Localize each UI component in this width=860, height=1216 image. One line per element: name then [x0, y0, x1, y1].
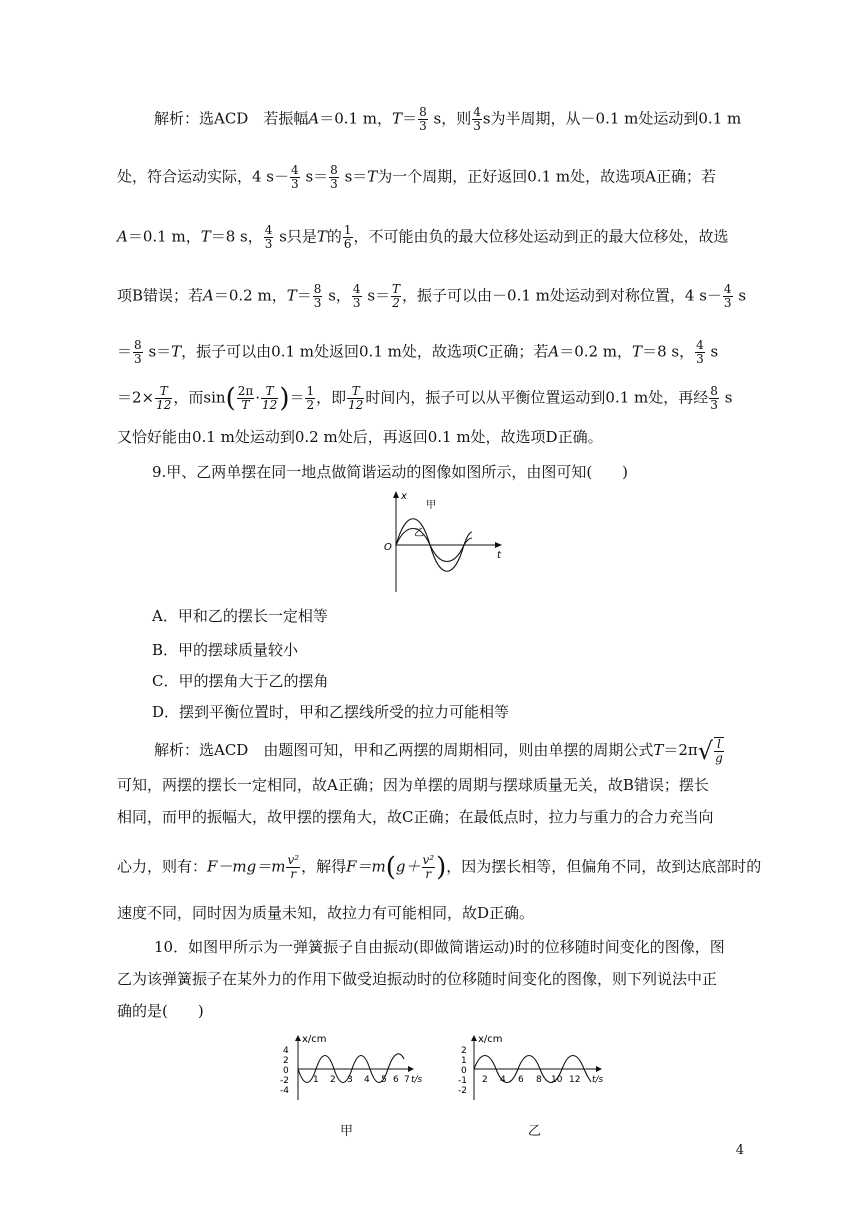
q8-analysis-line-6 [117, 385, 747, 412]
text: ＝0.2 m， [559, 342, 633, 361]
y-tick: 1 [461, 1056, 467, 1066]
fraction: $\frac{\text{v²}}{r}$ [422, 853, 435, 881]
text: ＝0.2 m， [213, 286, 287, 305]
fraction: $\frac{4}{3}$ [473, 105, 481, 133]
text: ＝8 s， [210, 227, 263, 246]
text: 解析：选ACD 若振幅 [154, 109, 309, 128]
q9-analysis-line-5: 速度不同，同时因为质量未知，故拉力有可能相同，故D正确。 [117, 904, 535, 922]
text: ，解得 [301, 857, 347, 876]
text: s， [328, 286, 351, 305]
x-axis-arrow [596, 1066, 602, 1072]
text: 为一个周期，正好返回0.1 m处，故选项A正确；若 [377, 167, 716, 186]
left-paren: ( [385, 852, 396, 883]
text: 时间内，振子可以从平衡位置运动到0.1 m处，再经 [365, 388, 709, 407]
text: s [738, 286, 747, 305]
text: ，不可能由负的最大位移处运动到正的最大位移处，故选 [353, 227, 729, 246]
right-paren: ) [436, 852, 447, 883]
text: ，振子可以由0.1 m处返回0.1 m处，故选项C正确；若 [181, 342, 549, 361]
x-tick: 4 [500, 1075, 506, 1085]
fraction: $\frac{T}{12}$ [348, 384, 364, 412]
x-tick: 7 [404, 1075, 410, 1085]
text: s＝ [305, 167, 329, 186]
y-tick: 2 [283, 1056, 289, 1066]
text: s，则 [433, 109, 472, 128]
x-axis-arrow [495, 542, 502, 548]
q9-option-c: C．甲的摆角大于乙的摆角 [152, 672, 329, 690]
text: ，振子可以由－0.1 m处运动到对称位置，4 s－ [402, 286, 722, 305]
text: ＝2π [663, 741, 698, 759]
text: ＝ [117, 342, 133, 361]
fraction: $\frac{8}{3}$ [419, 105, 427, 133]
text: T [171, 342, 182, 361]
q10-graph-yi-caption: 乙 [528, 1124, 542, 1139]
series-jia-label: 甲 [426, 500, 436, 511]
fraction: $\frac{4}{3}$ [723, 282, 732, 310]
x-tick: 3 [347, 1075, 353, 1085]
text: T [367, 167, 378, 186]
fraction: $\frac{T}{2}$ [392, 282, 401, 310]
text: s只是 [279, 227, 317, 246]
x-axis-label: t/s [592, 1075, 604, 1085]
text: ＝0.1 m， [319, 109, 393, 128]
q9-analysis-line-1 [154, 737, 784, 765]
series-yi-label: 乙 [414, 528, 424, 539]
y-tick: 0 [461, 1066, 467, 1076]
text: ＝ [402, 109, 418, 128]
y-tick: -4 [280, 1086, 289, 1096]
text: s＝ [148, 342, 172, 361]
q8-analysis-line-7: 又恰好能由0.1 m处运动到0.2 m处后，再返回0.1 m处，故选项D正确。 [117, 428, 603, 446]
q10-graph-jia-caption: 甲 [340, 1124, 354, 1139]
text: F－mg＝m [207, 857, 286, 876]
text: ＝0.1 m， [127, 227, 201, 246]
origin-label: O [384, 542, 392, 553]
q8-analysis-line-4 [117, 283, 747, 310]
y-tick: 4 [283, 1046, 289, 1056]
text: A [548, 342, 560, 361]
x-axis-label: t/s [411, 1075, 423, 1085]
fraction: $\frac{1}{2}$ [306, 384, 315, 412]
y-tick: -2 [458, 1086, 467, 1096]
q9-graph-svg [376, 488, 516, 596]
text: T [200, 227, 211, 246]
text: ，因为摆长相等，但偏角不同，故到达底部时的 [446, 857, 762, 876]
y-axis-label: x/cm [302, 1034, 327, 1045]
left-paren: ( [225, 383, 236, 414]
q10-graph-jia-svg [280, 1034, 428, 1104]
text: F＝m [346, 857, 386, 876]
x-tick: 1 [313, 1075, 319, 1085]
q9-stem: 9.甲、乙两单摆在同一地点做简谐运动的图像如图所示，由图可知( ) [152, 463, 629, 481]
text: A [117, 227, 128, 246]
x-tick: 8 [536, 1075, 542, 1085]
q10-stem-line-2: 乙为该弹簧振子在某外力的作用下做受迫振动时的位移随时间变化的图像，则下列说法中正 [117, 970, 718, 988]
fraction: $\frac{4}{3}$ [352, 282, 361, 310]
x-tick: 2 [330, 1075, 336, 1085]
y-axis-arrow [471, 1035, 477, 1041]
text: T [286, 286, 297, 305]
x-tick: 2 [482, 1075, 488, 1085]
fraction: $\frac{4}{3}$ [291, 163, 299, 191]
right-paren: ) [279, 383, 290, 414]
text: A [203, 286, 214, 305]
text: 的 [326, 227, 342, 246]
q10-graph-jia [280, 1034, 428, 1104]
q9-analysis-line-4 [117, 852, 762, 883]
y-tick: -1 [458, 1076, 467, 1086]
fraction: $\frac{\text{v²}}{r}$ [287, 853, 300, 881]
text: A [308, 109, 320, 128]
text: T [316, 227, 327, 246]
q10-graph-yi-svg [458, 1034, 618, 1104]
fraction: $\frac{1}{6}$ [343, 223, 352, 251]
fraction: $\frac{T}{12}$ [262, 384, 278, 412]
fraction: $\frac{2\pi}{T}$ [237, 384, 254, 412]
text: s＝ [367, 286, 391, 305]
y-axis-label: x/cm [478, 1034, 503, 1045]
fraction: $\frac{8}{3}$ [330, 163, 338, 191]
text: · [255, 388, 261, 407]
fraction: $\frac{8}{3}$ [134, 338, 142, 366]
text: ，而sin [173, 388, 226, 407]
y-tick: 2 [461, 1046, 467, 1056]
text: s＝ [344, 167, 368, 186]
q9-option-a: A．甲和乙的摆长一定相等 [152, 607, 328, 625]
q9-option-b: B．甲的摆球质量较小 [152, 641, 299, 659]
fraction: $\frac{T}{12}$ [156, 384, 172, 412]
q10-stem-line-1: 10．如图甲所示为一弹簧振子自由振动(即做简谐运动)时的位移随时间变化的图像，图 [154, 938, 725, 956]
text: 处，符合运动实际，4 s－ [117, 167, 290, 186]
text: s [724, 388, 733, 407]
y-tick: 0 [283, 1066, 289, 1076]
x-axis-arrow [408, 1066, 414, 1072]
text: ＝8 s， [642, 342, 695, 361]
q9-analysis-line-2: 可知，两摆的摆长一定相同，故A正确；因为单摆的周期与摆球质量无关，故B错误；摆长 [117, 776, 709, 794]
y-tick: -2 [280, 1076, 289, 1086]
y-axis-arrow [295, 1035, 301, 1041]
q8-analysis-line-2 [117, 164, 747, 191]
text: T [653, 741, 664, 759]
q10-stem-line-3: 确的是( ) [117, 1002, 204, 1020]
q8-analysis-line-5 [117, 339, 747, 366]
y-axis-arrow [393, 491, 399, 498]
fraction: $\frac{4}{3}$ [264, 223, 273, 251]
text: s为半周期，从－0.1 m处运动到0.1 m [482, 109, 742, 128]
text: 项B错误；若 [117, 286, 204, 305]
x-tick: 10 [551, 1075, 563, 1085]
sqrt-sign: √ [697, 737, 714, 765]
fraction: $\frac{8}{3}$ [710, 384, 718, 412]
text: ，即 [316, 388, 347, 407]
fraction: $\frac{l}{g}$ [715, 737, 723, 765]
text: 解析：选ACD 由题图可知，甲和乙两摆的周期相同，则由单摆的周期公式 [154, 741, 654, 759]
x-tick: 6 [518, 1075, 524, 1085]
q10-graph-yi [458, 1034, 618, 1104]
q9-option-d: D．摆到平衡位置时，甲和乙摆线所受的拉力可能相等 [152, 703, 510, 721]
y-axis-label: x [401, 491, 407, 502]
q8-analysis-line-3 [117, 224, 747, 251]
text: T [632, 342, 643, 361]
fraction: $\frac{4}{3}$ [696, 338, 704, 366]
text: 心力，则有： [117, 857, 208, 876]
x-axis-label: t [497, 550, 501, 561]
text: T [392, 109, 403, 128]
q9-analysis-line-3: 相同，而甲的振幅大，故甲摆的摆角大，故C正确；在最低点时，拉力与重力的合力充当向 [117, 808, 714, 826]
q8-analysis-line-1 [154, 106, 784, 133]
text: s [710, 342, 719, 361]
page-number: 4 [735, 1143, 744, 1158]
fraction: $\frac{8}{3}$ [313, 282, 322, 310]
x-tick: 6 [393, 1075, 399, 1085]
text: ＝ [296, 286, 312, 305]
x-tick: 12 [569, 1075, 581, 1085]
x-tick: 4 [364, 1075, 370, 1085]
text: ＝2× [117, 388, 155, 407]
x-tick: 5 [381, 1075, 387, 1085]
text: g＋ [395, 857, 421, 876]
text: ＝ [289, 388, 305, 407]
q9-graph [376, 488, 516, 596]
